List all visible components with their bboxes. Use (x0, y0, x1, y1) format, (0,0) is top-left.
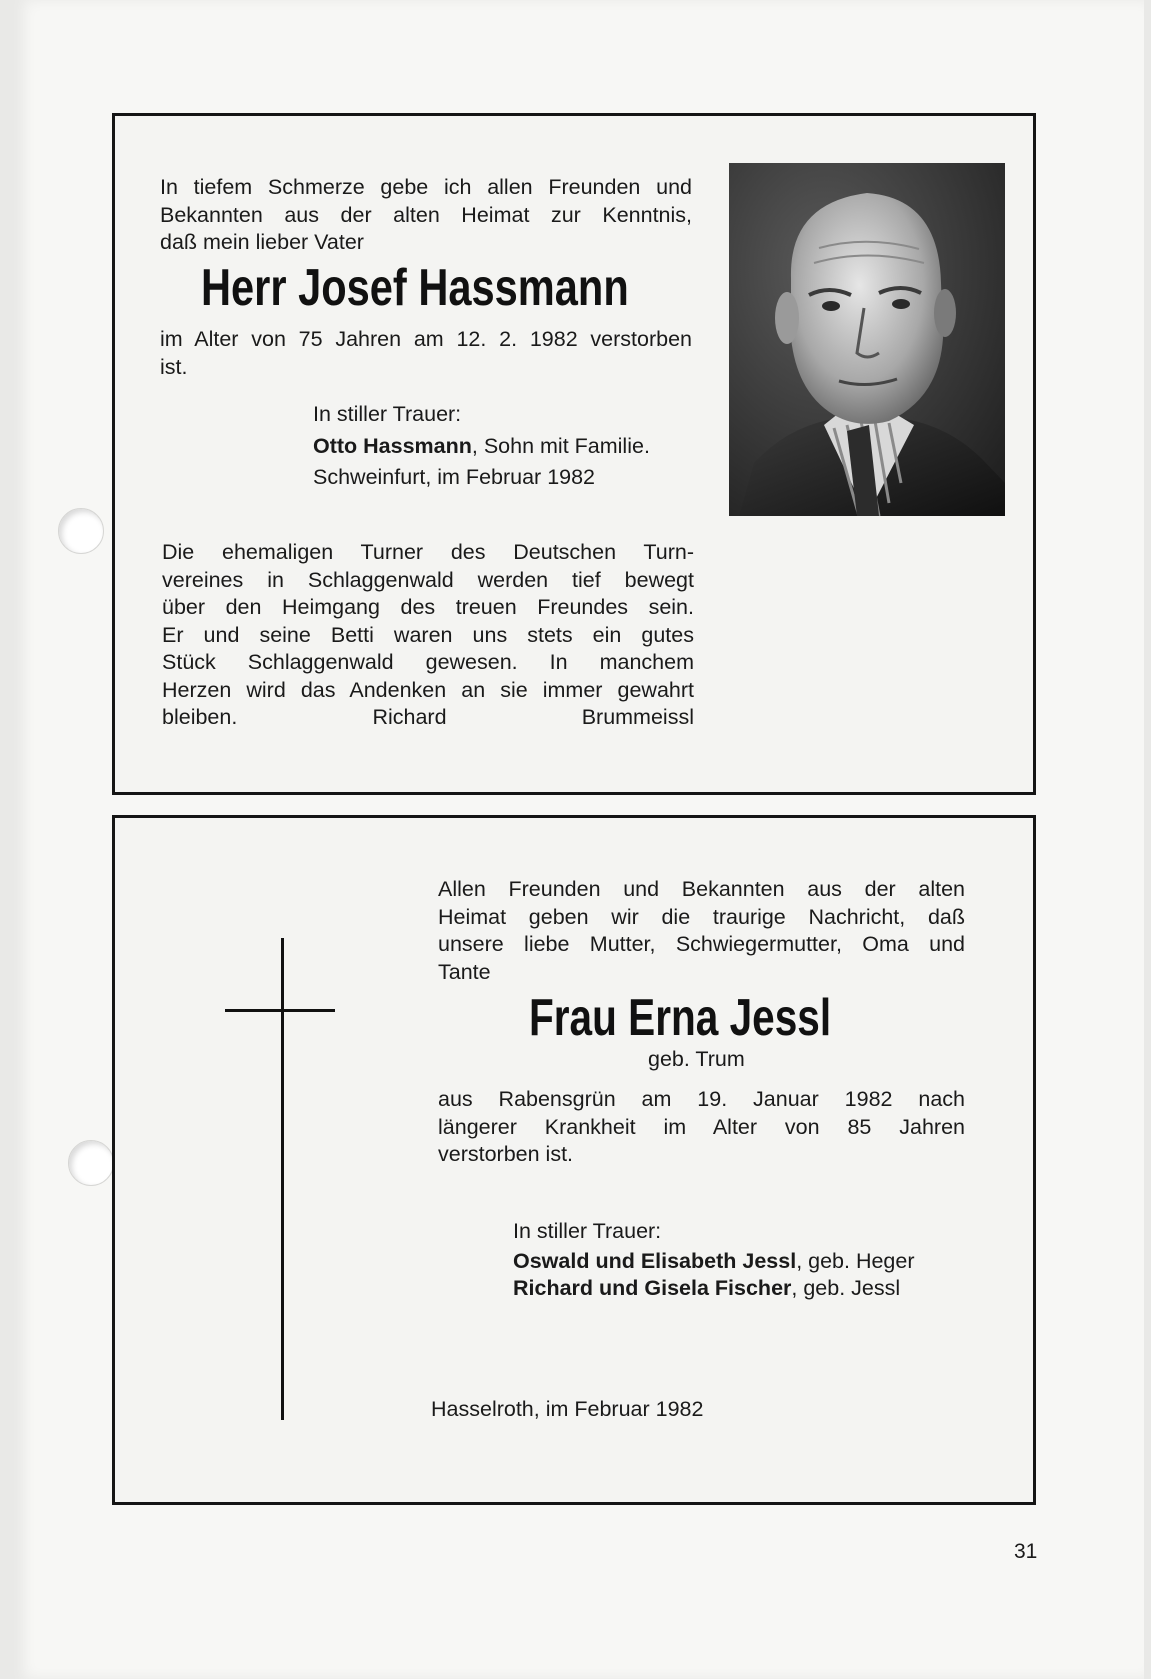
mourner-names: Oswald und Elisabeth Jessl (513, 1248, 797, 1273)
death-line: verstorben ist. (438, 1142, 574, 1166)
death-line: längerer Krankheit im Alter von 85 Jahren (438, 1114, 965, 1139)
obituary-box-hassmann (112, 113, 1036, 795)
page (14, 0, 1144, 1679)
mourner-suffix: , geb. Heger (796, 1248, 915, 1273)
jessl-death-notice (438, 1086, 965, 1169)
place-date: Hasselroth, im Februar 1982 (431, 1397, 704, 1421)
mourner-line (513, 1275, 993, 1303)
portrait-icon (729, 163, 1005, 516)
tribute-line: Stück Schlaggenwald gewesen. In manchem (162, 650, 694, 674)
page-number: 31 (1014, 1540, 1038, 1563)
death-line: im Alter von 75 Jahren am 12. 2. 1982 verstorben (160, 327, 692, 351)
intro-line: In tiefem Schmerze gebe ich allen Freunden und (160, 175, 692, 199)
tribute-closing (162, 704, 694, 732)
mourner-name: Otto Hassmann (313, 433, 472, 458)
jessl-mourning (513, 1218, 993, 1303)
birth-name: geb. Trum (648, 1047, 745, 1071)
tribute-line: Herzen wird das Andenken an sie immer gewahrt (162, 677, 694, 702)
intro-line: daß mein lieber Vater (160, 230, 364, 254)
intro-line: Tante (438, 959, 491, 984)
mourner-suffix: , geb. Jessl (791, 1276, 901, 1300)
deceased-name-jessl: Frau Erna Jessl (529, 989, 832, 1047)
punch-hole-top (58, 508, 104, 554)
place-date: Schweinfurt, im Februar 1982 (313, 465, 596, 489)
obituary-box-jessl (112, 815, 1036, 1505)
hassmann-intro (160, 174, 692, 257)
portrait-photo (729, 163, 1005, 516)
intro-line: Bekannten aus der alten Heimat zur Kenntnis, (160, 202, 692, 227)
hassmann-mourning (313, 401, 713, 492)
tribute-line: über den Heimgang des treuen Freundes sein. (162, 595, 694, 619)
tribute-last-word: bleiben. (162, 705, 238, 729)
mourner-line (313, 433, 713, 461)
tribute-text (162, 539, 694, 732)
tribute-signature: Richard Brummeissl (372, 705, 694, 729)
punch-hole-bottom (68, 1140, 114, 1186)
deceased-name-hassmann: Herr Josef Hassmann (201, 259, 629, 317)
tribute-line: Er und seine Betti waren uns stets ein gutes (162, 622, 694, 647)
mourner-relation: , Sohn mit Familie. (471, 433, 650, 458)
death-line: ist. (160, 354, 188, 379)
tribute-line: Die ehemaligen Turner des Deutschen Turn- (162, 540, 694, 564)
death-line: aus Rabensgrün am 19. Januar 1982 nach (438, 1087, 965, 1111)
intro-line: Heimat geben wir die traurige Nachricht, daß (438, 904, 965, 929)
tribute-line: vereines in Schlaggenwald werden tief bewegt (162, 567, 694, 592)
intro-line: Allen Freunden und Bekannten aus der alten (438, 877, 965, 901)
mourner-names: Richard und Gisela Fischer (513, 1276, 792, 1300)
hassmann-death-notice (160, 326, 692, 381)
cross-horizontal-bar (225, 1009, 335, 1012)
mourning-heading: In stiller Trauer: (513, 1219, 662, 1243)
mourner-line (513, 1248, 993, 1276)
intro-line: unsere liebe Mutter, Schwiegermutter, Oma und (438, 932, 965, 956)
mourning-heading: In stiller Trauer: (313, 402, 462, 426)
jessl-intro (438, 876, 965, 986)
